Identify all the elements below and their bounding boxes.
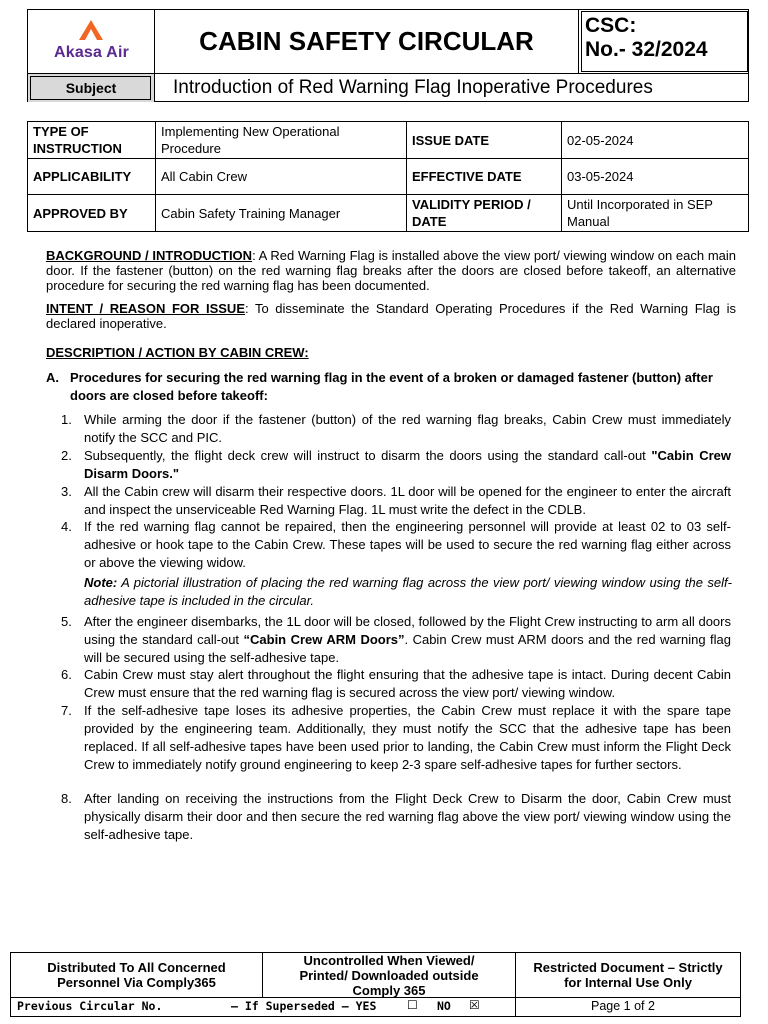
item-number: 2. <box>61 448 72 463</box>
footer-divider <box>515 997 516 1016</box>
applicability-value: All Cabin Crew <box>156 159 407 195</box>
validity-label: VALIDITY PERIOD / DATE <box>407 195 562 232</box>
page-title: CABIN SAFETY CIRCULAR <box>155 10 579 73</box>
csc-label: CSC: <box>585 14 637 37</box>
subject-label-cell <box>28 74 155 102</box>
item-text-plain: After the engineer disembarks, the 1L door will be closed, followed by the Flight Crew instructing to arm all doors using the standard call-out <box>84 614 731 647</box>
type-label: TYPE OF INSTRUCTION <box>28 122 156 159</box>
background-text: : A Red Warning Flag is installed above the view port/ viewing window on each main door. If the fastener (button) on the red warning flag breaks after the doors are closed before takeoff, an alternative procedure for securing the red warning flag has been documented. <box>46 248 737 293</box>
item-text: All the Cabin crew will disarm their respective doors. 1L door will be opened for the engineer to enter the aircraft and inspect the unserviceable Red Warning Flag. 1L must write the defect in the CDLB. <box>84 484 731 517</box>
table-row <box>28 159 749 195</box>
intent-heading: INTENT / REASON FOR ISSUE <box>46 301 245 316</box>
item-number: 1. <box>61 412 72 427</box>
approved-by-value: Cabin Safety Training Manager <box>156 195 407 232</box>
note-paragraph <box>84 574 732 610</box>
item-text: If the self-adhesive tape loses its adhesive properties, the Cabin Crew must replace it with the spare tape provided by the engineering team. Additionally, they must notify the SCC that the adhesive tape has been replaced. If all self-adhesive tapes have been used prior to landing, the Cabin Crew must inform the Flight Deck Crew to immediately notify ground engineering to keep 2-3 spare self-adhesive tapes for further sectors. <box>84 703 731 772</box>
item-number: 4. <box>61 519 72 534</box>
note-text: A pictorial illustration of placing the red warning flag across the view port/ viewing window using the self-adhesive tape is included in the circular. <box>84 575 732 608</box>
item-number: 8. <box>61 791 72 806</box>
type-value: Implementing New Operational Procedure <box>156 122 407 159</box>
background-paragraph <box>46 248 736 293</box>
description-heading: DESCRIPTION / ACTION BY CABIN CREW: <box>46 345 309 360</box>
item-number: 7. <box>61 703 72 718</box>
csc-value: No.- 32/2024 <box>585 38 708 61</box>
no-label: NO <box>437 999 451 1013</box>
footer-uncontrolled: Uncontrolled When Viewed/ Printed/ Downloaded outside Comply 365 <box>263 953 516 997</box>
info-table <box>27 121 749 232</box>
footer-distributed: Distributed To All Concerned Personnel Via Comply365 <box>11 953 263 997</box>
logo-text: Akasa Air <box>53 44 130 61</box>
effective-date-value: 03-05-2024 <box>562 159 749 195</box>
csc-number <box>585 14 708 62</box>
item-text-plain: Subsequently, the flight deck crew will instruct to disarm the doors using the standard call-out <box>84 448 652 463</box>
logo <box>28 10 155 73</box>
item-text <box>84 613 731 667</box>
call-out-arm: “Cabin Crew ARM Doors” <box>243 632 405 647</box>
item-text: Cabin Crew must stay alert throughout the flight ensuring that the adhesive tape is intact. During decent Cabin Crew must ensure that the red warning flag is secured across the view port/ viewing window. <box>84 667 731 700</box>
note-label: Note: <box>84 575 118 590</box>
item-text: After landing on receiving the instructions from the Flight Deck Crew to Disarm the door, Cabin Crew must physically disarm their door and then secure the red warning flag above the view port/ viewing window using the self-adhesive tape. <box>84 791 731 842</box>
subject-row <box>28 73 748 102</box>
effective-date-label: EFFECTIVE DATE <box>407 159 562 195</box>
superseded-label: – If Superseded – YES <box>231 999 377 1013</box>
section-a-letter: A. <box>46 370 59 385</box>
item-text: While arming the door if the fastener (button) of the red warning flag breaks, Cabin Crew must immediately notify the SCC and PIC. <box>84 412 731 445</box>
table-row <box>28 195 749 232</box>
call-out-disarm: "Cabin Crew Disarm Doors." <box>84 448 731 481</box>
csc-number-box <box>579 10 749 73</box>
background-heading: BACKGROUND / INTRODUCTION <box>46 248 253 263</box>
header <box>27 9 749 102</box>
issue-date-label: ISSUE DATE <box>407 122 562 159</box>
subject-text: Introduction of Red Warning Flag Inoperative Procedures <box>173 77 653 98</box>
yes-checkbox: ☐ <box>407 998 418 1012</box>
footer-circular-row <box>10 997 741 1017</box>
item-number: 6. <box>61 667 72 682</box>
subject-label: Subject <box>65 80 117 96</box>
page-number: Page 1 of 2 <box>591 999 655 1013</box>
item-number: 3. <box>61 484 72 499</box>
approved-by-label: APPROVED BY <box>28 195 156 232</box>
validity-value: Until Incorporated in SEP Manual <box>562 195 749 232</box>
akasa-logo-icon <box>76 19 106 41</box>
intent-text: : To disseminate the Standard Operating Procedures if the Red Warning Flag is declared inoperative. <box>46 301 736 331</box>
issue-date-value: 02-05-2024 <box>562 122 749 159</box>
previous-circular-label: Previous Circular No. <box>17 999 163 1013</box>
footer-restricted: Restricted Document – Strictly for Internal Use Only <box>533 960 723 990</box>
section-a-title: Procedures for securing the red warning flag in the event of a broken or damaged fastener (button) after doors are closed before takeoff: <box>70 370 713 403</box>
item-text-tail: . Cabin Crew must ARM doors and the red warning flag will be secured using the self-adhesive tape. <box>84 632 731 665</box>
item-number: 5. <box>61 614 72 629</box>
description-heading-row <box>46 345 736 360</box>
applicability-label: APPLICABILITY <box>28 159 156 195</box>
footer <box>10 952 741 998</box>
table-row <box>28 122 749 159</box>
item-text: If the red warning flag cannot be repaired, then the engineering personnel will provide at least 02 to 03 self-adhesive or hook tape to the Cabin Crew. These tapes will be used to secure the red warning flag either across or above the viewing widow. <box>84 519 731 570</box>
no-checkbox-checked: ☒ <box>469 998 480 1012</box>
intent-paragraph <box>46 301 736 331</box>
item-text <box>84 447 731 483</box>
